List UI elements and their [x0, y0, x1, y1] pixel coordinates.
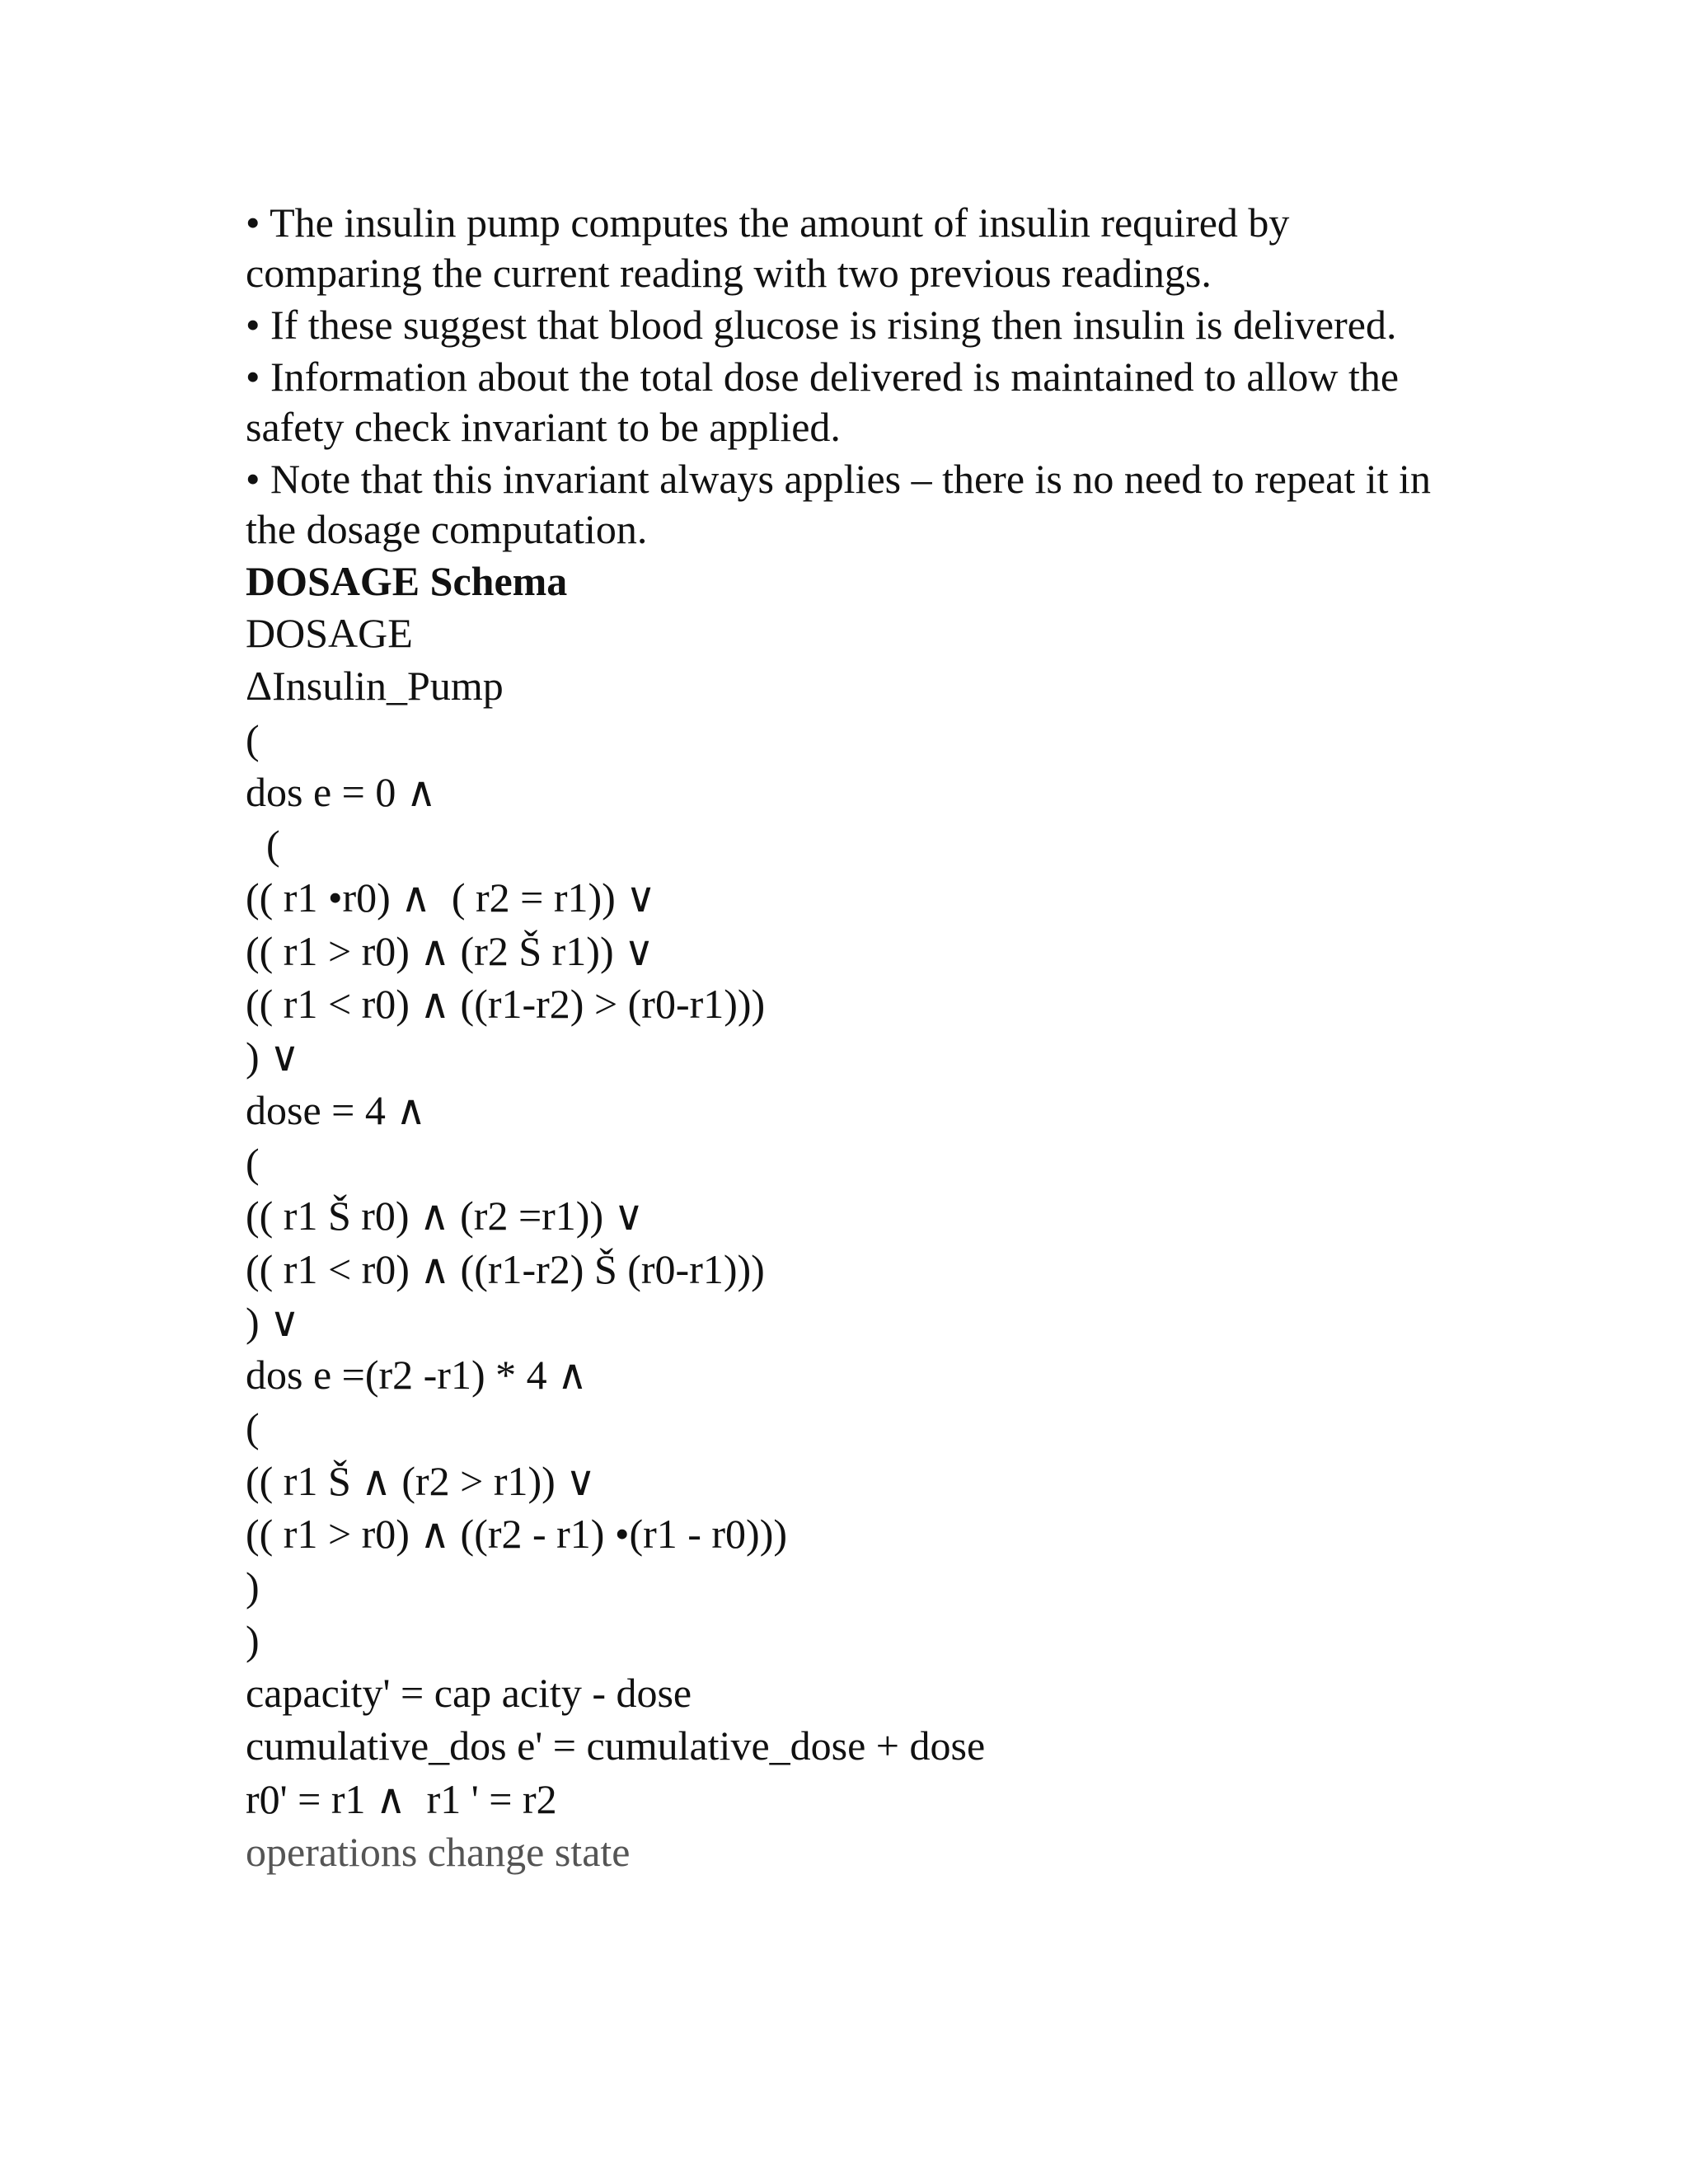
- paragraph-total-dose: • Information about the total dose delivered is maintained to allow the safety check invariant to be applied.: [246, 354, 1400, 450]
- footer-note: operations change state: [246, 1828, 631, 1875]
- paragraph-invariant: • Note that this invariant always applies – there is no need to repeat it in the dosage computation.: [246, 456, 1431, 552]
- schema-line: (( r1 < r0) ∧ ((r1-r2) > (r0-r1))): [246, 981, 766, 1028]
- schema-line: (: [246, 822, 280, 869]
- schema-line: ): [246, 1616, 260, 1663]
- schema-line: cumulative_dos e' = cumulative_dose + dose: [246, 1722, 986, 1769]
- schema-line: (: [246, 1404, 260, 1451]
- schema-line: (: [246, 715, 260, 762]
- schema-line: (( r1 Š ∧ (r2 > r1)) ∨: [246, 1457, 596, 1504]
- schema-line: ) ∨: [246, 1298, 300, 1345]
- schema-line: dose = 4 ∧: [246, 1086, 426, 1133]
- schema-heading: DOSAGE Schema: [246, 558, 568, 604]
- schema-line: r0' = r1 ∧ r1 ' = r2: [246, 1775, 557, 1822]
- schema-line: (( r1 < r0) ∧ ((r1-r2) Š (r0-r1))): [246, 1245, 765, 1292]
- schema-line: (( r1 Š r0) ∧ (r2 =r1)) ∨: [246, 1193, 645, 1240]
- schema-line: DOSAGE: [246, 610, 413, 656]
- schema-line: (( r1 •r0) ∧ ( r2 = r1)) ∨: [246, 874, 656, 921]
- schema-line: (( r1 > r0) ∧ ((r2 - r1) •(r1 - r0))): [246, 1511, 788, 1558]
- document-page: [246, 198, 1449, 1878]
- schema-line: capacity' = cap acity - dose: [246, 1669, 692, 1716]
- paragraph-compute: • The insulin pump computes the amount of insulin required by comparing the current reading with two previous readings.: [246, 199, 1290, 296]
- schema-line: dos e =(r2 -r1) * 4 ∧: [246, 1352, 588, 1399]
- schema-line: dos e = 0 ∧: [246, 768, 437, 815]
- schema-line: ): [246, 1563, 260, 1610]
- schema-line: (: [246, 1139, 260, 1186]
- schema-body: [246, 607, 1449, 1878]
- paragraph-rising: • If these suggest that blood glucose is rising then insulin is delivered.: [246, 302, 1397, 348]
- schema-line: ) ∨: [246, 1033, 300, 1080]
- schema-line: (( r1 > r0) ∧ (r2 Š r1)) ∨: [246, 927, 654, 974]
- schema-line: ΔInsulin_Pump: [246, 663, 504, 710]
